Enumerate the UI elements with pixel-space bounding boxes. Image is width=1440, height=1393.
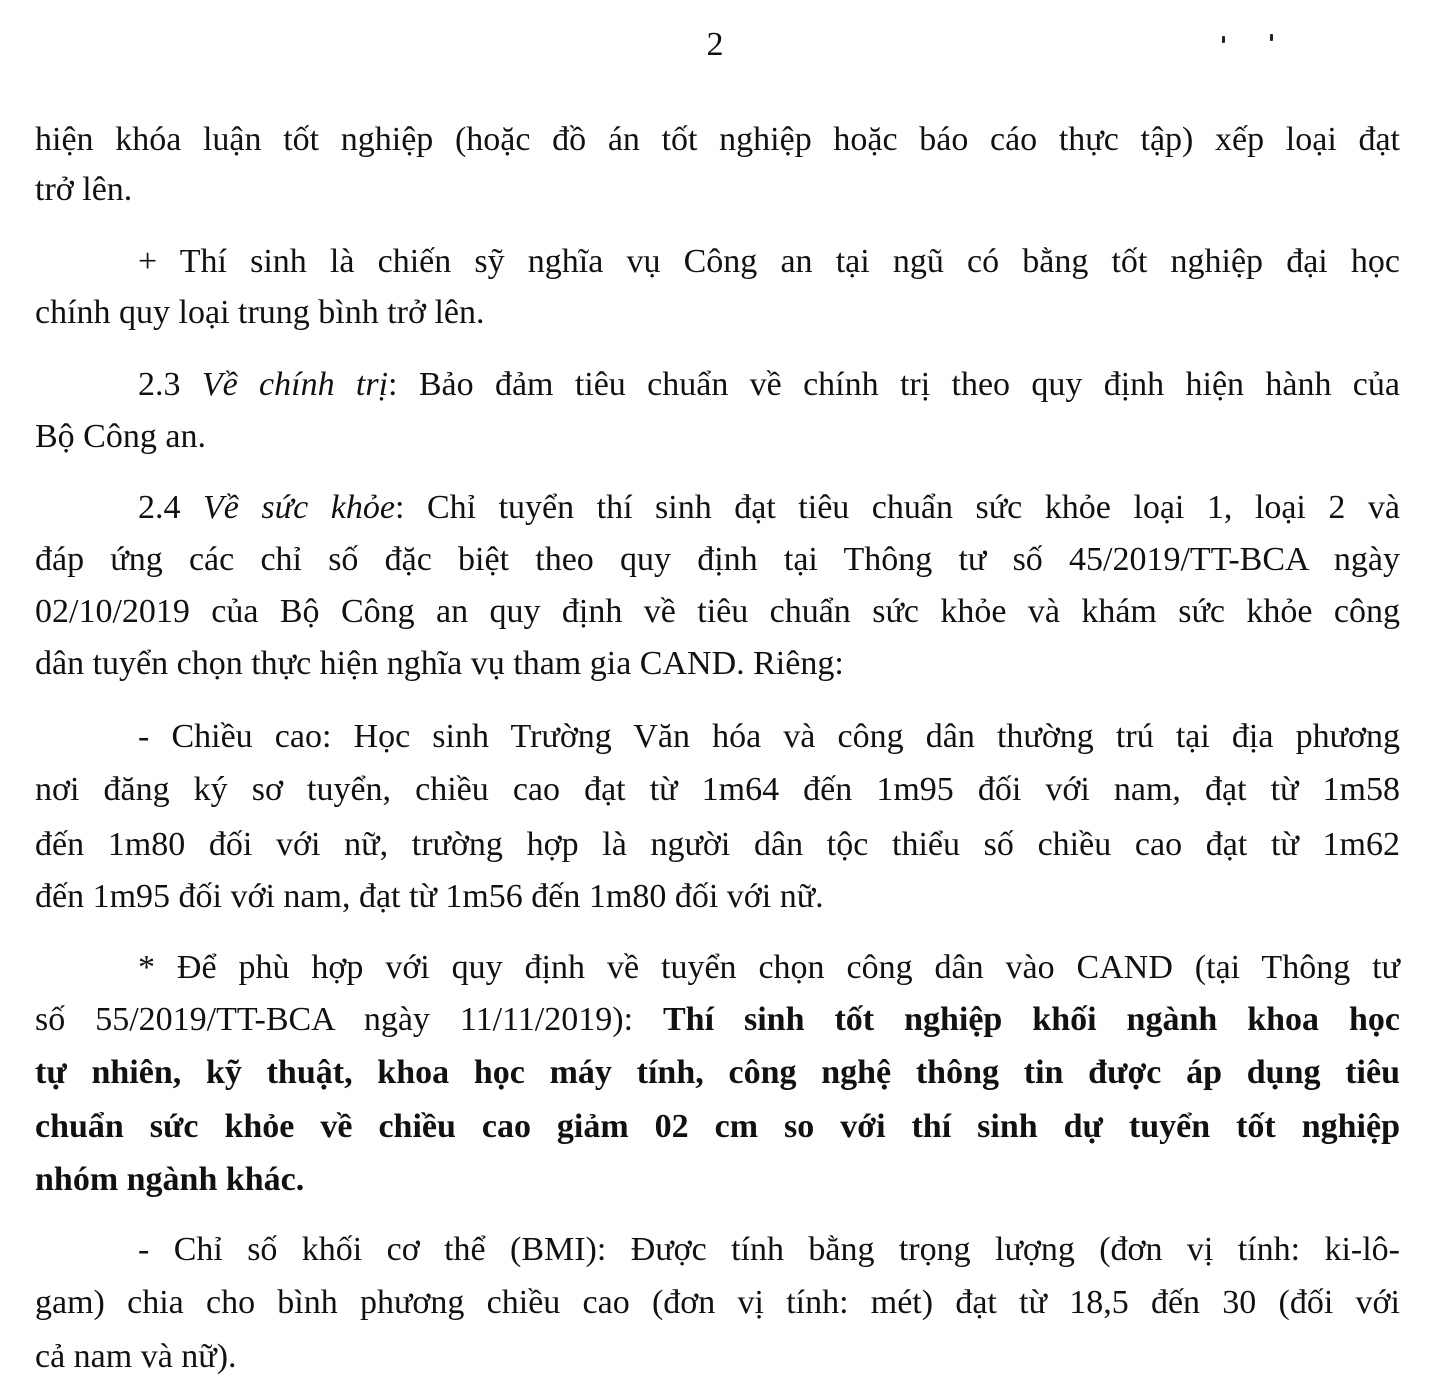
text-line bbox=[35, 871, 1400, 923]
text-segment: cả nam và nữ). bbox=[35, 1338, 237, 1375]
text-line bbox=[35, 638, 1400, 690]
scan-speck bbox=[1222, 36, 1225, 43]
text-line bbox=[35, 1331, 1400, 1383]
section-number: 2.4 bbox=[138, 489, 204, 526]
text-segment: gam) chia cho bình phương chiều cao (đơn vị tính: mét) đạt từ 18,5 đến 30 (đối với bbox=[35, 1284, 1400, 1321]
bold-text: nhóm ngành khác. bbox=[35, 1161, 305, 1198]
text-line bbox=[35, 1101, 1400, 1153]
text-line bbox=[35, 411, 1400, 463]
text-line bbox=[138, 711, 1400, 763]
text-segment: 02/10/2019 của Bộ Công an quy định về tiêu chuẩn sức khỏe và khám sức khỏe công bbox=[35, 593, 1400, 630]
text-segment: chính quy loại trung bình trở lên. bbox=[35, 294, 485, 331]
text-segment: đáp ứng các chỉ số đặc biệt theo quy định tại Thông tư số 45/2019/TT-BCA ngày bbox=[35, 541, 1400, 578]
text-segment: đến 1m80 đối với nữ, trường hợp là người dân tộc thiểu số chiều cao đạt từ 1m62 bbox=[35, 826, 1400, 863]
text-segment: nơi đăng ký sơ tuyển, chiều cao đạt từ 1m64 đến 1m95 đối với nam, đạt từ 1m58 bbox=[35, 771, 1400, 808]
text-line bbox=[138, 482, 1400, 534]
section-number: 2.3 bbox=[138, 366, 202, 403]
text-line bbox=[35, 586, 1400, 638]
text-segment: hiện khóa luận tốt nghiệp (hoặc đồ án tốt nghiệp hoặc báo cáo thực tập) xếp loại đạt bbox=[35, 121, 1400, 158]
text-segment: - Chiều cao: Học sinh Trường Văn hóa và công dân thường trú tại địa phương bbox=[138, 718, 1400, 755]
text-line bbox=[35, 819, 1400, 871]
text-line bbox=[35, 534, 1400, 586]
scan-speck bbox=[1270, 34, 1273, 41]
text-line bbox=[35, 994, 1400, 1046]
text-segment: dân tuyển chọn thực hiện nghĩa vụ tham gia CAND. Riêng: bbox=[35, 645, 844, 682]
text-line bbox=[138, 942, 1400, 994]
text-line bbox=[35, 764, 1400, 816]
text-line bbox=[138, 236, 1400, 288]
text-segment: đến 1m95 đối với nam, đạt từ 1m56 đến 1m80 đối với nữ. bbox=[35, 878, 824, 915]
text-line bbox=[35, 164, 1400, 216]
text-segment: số 55/2019/TT-BCA ngày 11/11/2019): bbox=[35, 1001, 663, 1038]
page-number: 2 bbox=[706, 26, 724, 63]
text-line bbox=[35, 1277, 1400, 1329]
text-line bbox=[35, 114, 1400, 166]
bold-text: Thí sinh tốt nghiệp khối ngành khoa học bbox=[663, 1001, 1401, 1038]
text-line bbox=[35, 1154, 1400, 1206]
text-segment: Bộ Công an. bbox=[35, 418, 206, 455]
text-segment: - Chỉ số khối cơ thể (BMI): Được tính bằng trọng lượng (đơn vị tính: ki-lô- bbox=[138, 1231, 1400, 1268]
italic-heading: Về chính trị bbox=[201, 366, 389, 403]
italic-heading: Về sức khỏe bbox=[203, 489, 395, 526]
text-line bbox=[35, 1047, 1400, 1099]
text-segment: : Bảo đảm tiêu chuẩn về chính trị theo quy định hiện hành của bbox=[388, 366, 1400, 403]
text-segment: : Chỉ tuyển thí sinh đạt tiêu chuẩn sức khỏe loại 1, loại 2 và bbox=[394, 489, 1401, 526]
text-segment: + Thí sinh là chiến sỹ nghĩa vụ Công an tại ngũ có bằng tốt nghiệp đại học bbox=[138, 243, 1400, 280]
text-segment: * Để phù hợp với quy định về tuyển chọn công dân vào CAND (tại Thông tư bbox=[138, 949, 1400, 986]
text-line bbox=[138, 359, 1400, 411]
bold-text: tự nhiên, kỹ thuật, khoa học máy tính, công nghệ thông tin được áp dụng tiêu bbox=[35, 1054, 1400, 1091]
text-line bbox=[35, 287, 1400, 339]
bold-text: chuẩn sức khỏe về chiều cao giảm 02 cm so với thí sinh dự tuyển tốt nghiệp bbox=[35, 1108, 1400, 1145]
text-segment: trở lên. bbox=[35, 171, 133, 208]
text-line bbox=[138, 1224, 1400, 1276]
